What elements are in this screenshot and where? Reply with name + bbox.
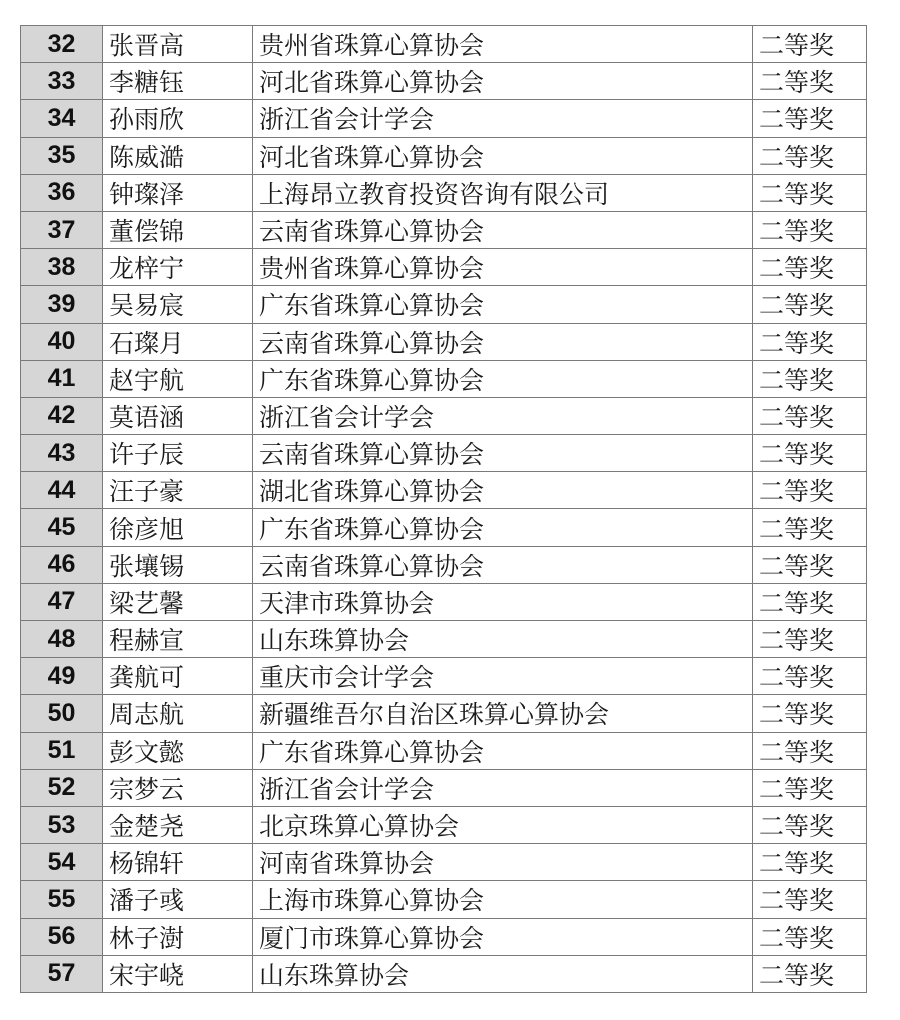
table-row (21, 174, 867, 211)
name-cell: 金楚尧 (103, 806, 253, 843)
name-cell: 石璨月 (103, 323, 253, 360)
organization-cell: 云南省珠算心算协会 (253, 546, 753, 583)
row-number-cell: 40 (21, 323, 103, 360)
row-number-cell: 56 (21, 918, 103, 955)
table-row (21, 695, 867, 732)
award-cell: 二等奖 (753, 397, 867, 434)
organization-cell: 上海昂立教育投资咨询有限公司 (253, 174, 753, 211)
organization-cell: 广东省珠算心算协会 (253, 286, 753, 323)
table-row (21, 918, 867, 955)
organization-cell: 浙江省会计学会 (253, 100, 753, 137)
organization-cell: 新疆维吾尔自治区珠算心算协会 (253, 695, 753, 732)
name-cell: 程赫宣 (103, 621, 253, 658)
name-cell: 周志航 (103, 695, 253, 732)
table-row (21, 323, 867, 360)
table-row (21, 286, 867, 323)
table-row (21, 397, 867, 434)
row-number-cell: 33 (21, 63, 103, 100)
organization-cell: 广东省珠算心算协会 (253, 360, 753, 397)
name-cell: 杨锦轩 (103, 844, 253, 881)
organization-cell: 上海市珠算心算协会 (253, 881, 753, 918)
row-number-cell: 34 (21, 100, 103, 137)
table-row (21, 806, 867, 843)
table-row (21, 360, 867, 397)
name-cell: 莫语涵 (103, 397, 253, 434)
row-number-cell: 41 (21, 360, 103, 397)
award-cell: 二等奖 (753, 509, 867, 546)
award-cell: 二等奖 (753, 323, 867, 360)
row-number-cell: 43 (21, 435, 103, 472)
organization-cell: 重庆市会计学会 (253, 658, 753, 695)
name-cell: 董偿锦 (103, 211, 253, 248)
row-number-cell: 49 (21, 658, 103, 695)
name-cell: 张晋高 (103, 26, 253, 63)
table-row (21, 509, 867, 546)
table-row (21, 137, 867, 174)
award-cell: 二等奖 (753, 918, 867, 955)
table-row (21, 583, 867, 620)
table-row (21, 955, 867, 992)
table-row (21, 435, 867, 472)
table-row (21, 249, 867, 286)
organization-cell: 广东省珠算心算协会 (253, 732, 753, 769)
table-row (21, 546, 867, 583)
name-cell: 赵宇航 (103, 360, 253, 397)
row-number-cell: 48 (21, 621, 103, 658)
row-number-cell: 32 (21, 26, 103, 63)
name-cell: 汪子豪 (103, 472, 253, 509)
table-row (21, 732, 867, 769)
name-cell: 宋宇峣 (103, 955, 253, 992)
organization-cell: 北京珠算心算协会 (253, 806, 753, 843)
table-row (21, 472, 867, 509)
row-number-cell: 36 (21, 174, 103, 211)
row-number-cell: 57 (21, 955, 103, 992)
organization-cell: 河南省珠算协会 (253, 844, 753, 881)
row-number-cell: 38 (21, 249, 103, 286)
organization-cell: 贵州省珠算心算协会 (253, 26, 753, 63)
table-row (21, 658, 867, 695)
award-cell: 二等奖 (753, 621, 867, 658)
row-number-cell: 42 (21, 397, 103, 434)
results-table-body (21, 26, 867, 993)
row-number-cell: 47 (21, 583, 103, 620)
name-cell: 孙雨欣 (103, 100, 253, 137)
table-row (21, 881, 867, 918)
row-number-cell: 35 (21, 137, 103, 174)
organization-cell: 天津市珠算协会 (253, 583, 753, 620)
name-cell: 林子澍 (103, 918, 253, 955)
organization-cell: 浙江省会计学会 (253, 397, 753, 434)
name-cell: 许子辰 (103, 435, 253, 472)
table-row (21, 621, 867, 658)
organization-cell: 云南省珠算心算协会 (253, 435, 753, 472)
name-cell: 龙梓宁 (103, 249, 253, 286)
name-cell: 宗梦云 (103, 769, 253, 806)
name-cell: 张壤锡 (103, 546, 253, 583)
name-cell: 吴易宸 (103, 286, 253, 323)
organization-cell: 河北省珠算心算协会 (253, 63, 753, 100)
table-row (21, 100, 867, 137)
award-cell: 二等奖 (753, 360, 867, 397)
row-number-cell: 37 (21, 211, 103, 248)
award-cell: 二等奖 (753, 546, 867, 583)
award-cell: 二等奖 (753, 583, 867, 620)
organization-cell: 山东珠算协会 (253, 621, 753, 658)
name-cell: 梁艺馨 (103, 583, 253, 620)
name-cell: 彭文懿 (103, 732, 253, 769)
organization-cell: 山东珠算协会 (253, 955, 753, 992)
organization-cell: 河北省珠算心算协会 (253, 137, 753, 174)
award-cell: 二等奖 (753, 844, 867, 881)
award-cell: 二等奖 (753, 732, 867, 769)
organization-cell: 厦门市珠算心算协会 (253, 918, 753, 955)
row-number-cell: 39 (21, 286, 103, 323)
table-row (21, 769, 867, 806)
table-row (21, 211, 867, 248)
award-cell: 二等奖 (753, 63, 867, 100)
name-cell: 李糖钰 (103, 63, 253, 100)
name-cell: 龚航可 (103, 658, 253, 695)
award-cell: 二等奖 (753, 174, 867, 211)
organization-cell: 云南省珠算心算协会 (253, 323, 753, 360)
row-number-cell: 44 (21, 472, 103, 509)
award-cell: 二等奖 (753, 137, 867, 174)
row-number-cell: 50 (21, 695, 103, 732)
award-cell: 二等奖 (753, 211, 867, 248)
row-number-cell: 52 (21, 769, 103, 806)
award-cell: 二等奖 (753, 26, 867, 63)
organization-cell: 湖北省珠算心算协会 (253, 472, 753, 509)
award-cell: 二等奖 (753, 806, 867, 843)
organization-cell: 浙江省会计学会 (253, 769, 753, 806)
name-cell: 陈威澔 (103, 137, 253, 174)
results-table (20, 25, 867, 993)
name-cell: 徐彦旭 (103, 509, 253, 546)
award-cell: 二等奖 (753, 695, 867, 732)
organization-cell: 云南省珠算心算协会 (253, 211, 753, 248)
row-number-cell: 46 (21, 546, 103, 583)
award-cell: 二等奖 (753, 955, 867, 992)
table-row (21, 63, 867, 100)
award-cell: 二等奖 (753, 249, 867, 286)
award-cell: 二等奖 (753, 658, 867, 695)
award-cell: 二等奖 (753, 435, 867, 472)
award-cell: 二等奖 (753, 472, 867, 509)
row-number-cell: 54 (21, 844, 103, 881)
row-number-cell: 53 (21, 806, 103, 843)
award-cell: 二等奖 (753, 769, 867, 806)
table-row (21, 844, 867, 881)
row-number-cell: 51 (21, 732, 103, 769)
organization-cell: 贵州省珠算心算协会 (253, 249, 753, 286)
name-cell: 钟璨泽 (103, 174, 253, 211)
table-row (21, 26, 867, 63)
award-cell: 二等奖 (753, 881, 867, 918)
name-cell: 潘子彧 (103, 881, 253, 918)
organization-cell: 广东省珠算心算协会 (253, 509, 753, 546)
award-cell: 二等奖 (753, 286, 867, 323)
award-cell: 二等奖 (753, 100, 867, 137)
row-number-cell: 55 (21, 881, 103, 918)
row-number-cell: 45 (21, 509, 103, 546)
